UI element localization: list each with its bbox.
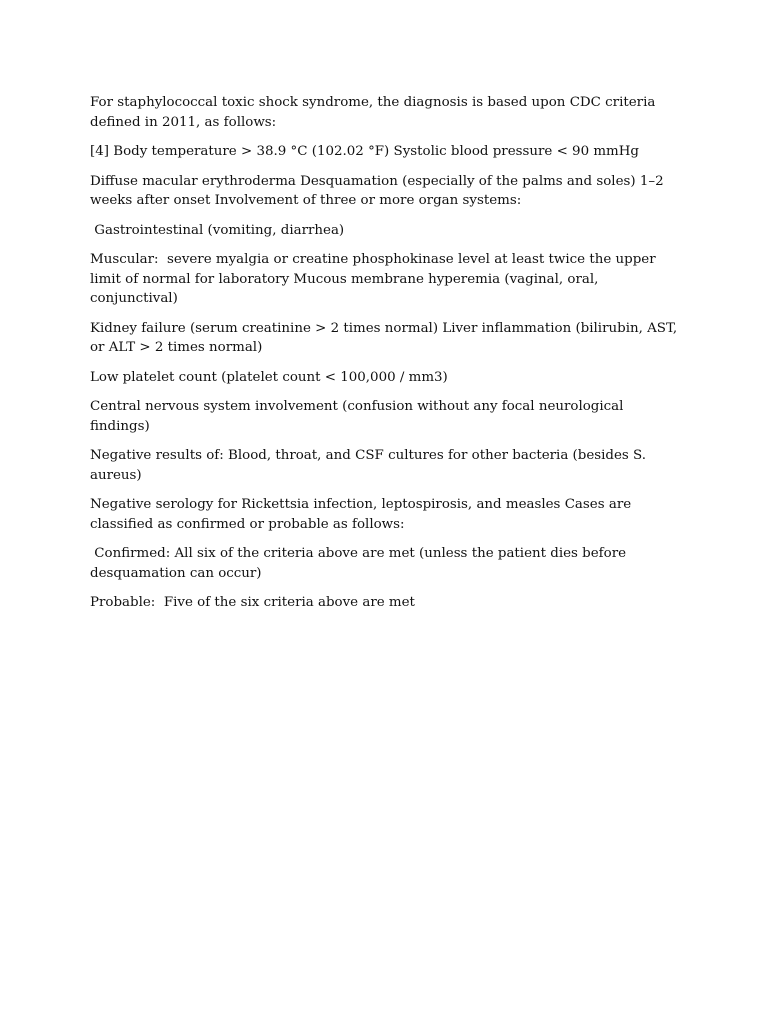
- intro-paragraph: For staphylococcal toxic shock syndrome, the diagnosis is based upon CDC criteria defined in 2011, as follows:: [90, 95, 660, 130]
- cns-criterion: Central nervous system involvement (confusion without any focal neurological findings): [90, 399, 628, 434]
- erythroderma-criterion: Diffuse macular erythroderma Desquamation (especially of the palms and soles) 1–2 weeks after onset Involvement of three or more organ systems:: [90, 173, 668, 208]
- muscular-criterion: Muscular: severe myalgia or creatine phosphokinase level at least twice the upper limit of normal for laboratory Mucous membrane hyperemia (vaginal, oral, conjunctival): [90, 252, 660, 306]
- kidney-liver-criterion: Kidney failure (serum creatinine > 2 times normal) Liver inflammation (bilirubin, AST, or ALT > 2 times normal): [90, 320, 682, 355]
- confirmed-classification: Confirmed: All six of the criteria above are met (unless the patient dies before desquamation can occur): [90, 546, 631, 581]
- document-body: [90, 93, 680, 623]
- gastrointestinal-criterion: Gastrointestinal (vomiting, diarrhea): [90, 222, 345, 238]
- platelet-criterion: Low platelet count (platelet count < 100,000 / mm3): [90, 369, 448, 385]
- negative-serology-criterion: Negative serology for Rickettsia infection, leptospirosis, and measles Cases are classified as confirmed or probable as follows:: [90, 497, 636, 532]
- negative-cultures-criterion: Negative results of: Blood, throat, and CSF cultures for other bacteria (besides S. aureus): [90, 448, 651, 483]
- body-temperature-criterion: [4] Body temperature > 38.9 °C (102.02 °F) Systolic blood pressure < 90 mmHg: [90, 144, 639, 159]
- probable-classification: Probable: Five of the six criteria above are met: [90, 595, 415, 610]
